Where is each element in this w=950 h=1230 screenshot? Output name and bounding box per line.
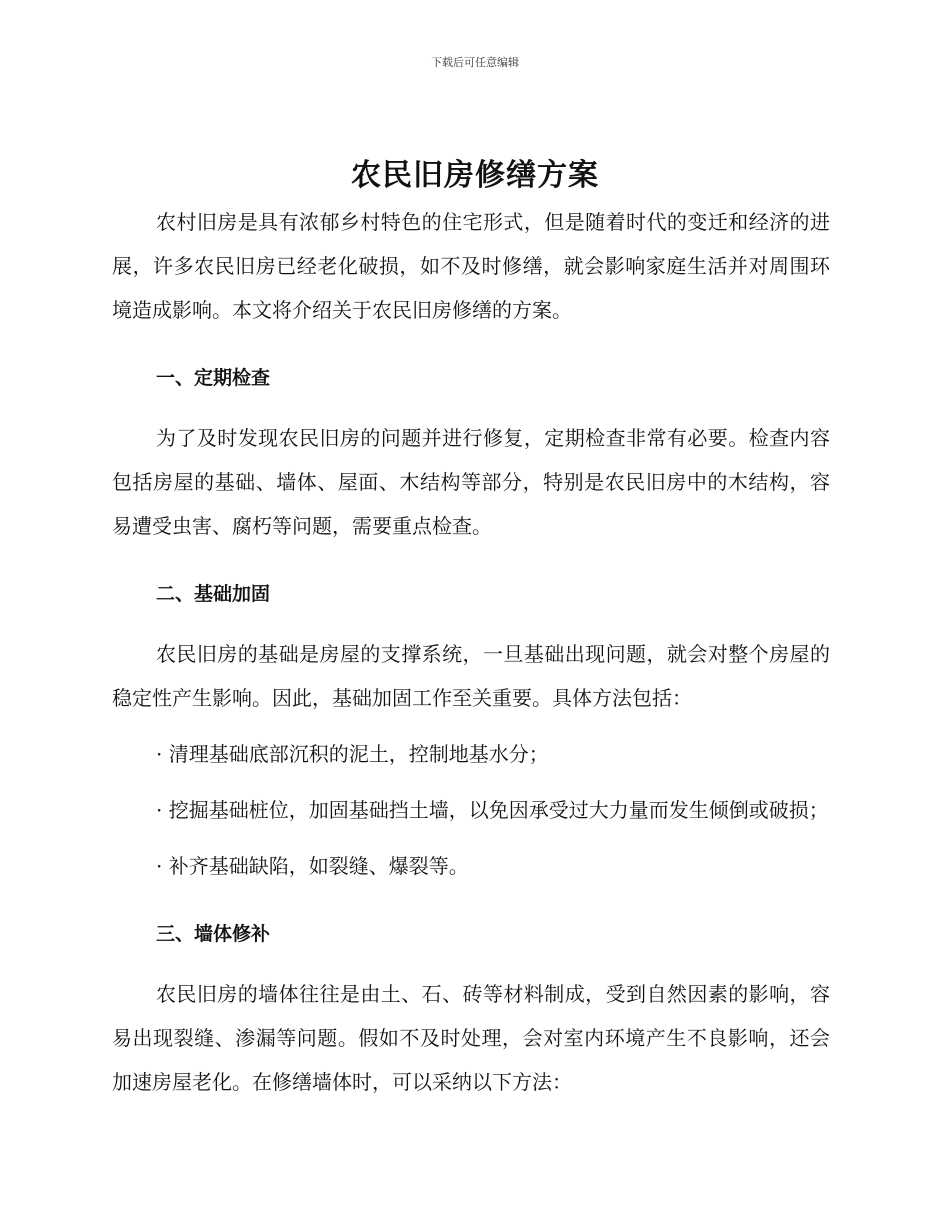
header-note: 下载后可任意编辑 [431,56,519,69]
section-heading-foundation: 二、基础加固 [156,583,271,605]
section-heading-inspection: 一、定期检查 [156,367,271,389]
bullet-item: · 挖掘基础桩位，加固基础挡土墙，以免因承受过大力量而发生倾倒或破损； [156,798,829,822]
document-title: 农民旧房修缮方案 [351,158,599,193]
section-paragraph: 为了及时发现农民旧房的问题并进行修复，定期检查非常有必要。检查内容包括房屋的基础、墙体、屋面、木结构等部分，特别是农民旧房中的木结构，容易遭受虫害、腐朽等问题，需要重点检查。 [112,426,830,538]
document-body [112,200,830,1104]
section-heading-wall: 三、墙体修补 [156,923,271,945]
intro-paragraph: 农村旧房是具有浓郁乡村特色的住宅形式，但是随着时代的变迁和经济的进展，许多农民旧房已经老化破损，如不及时修缮，就会影响家庭生活并对周围环境造成影响。本文将介绍关于农民旧房修缮的方案。 [112,210,830,322]
bullet-item: · 补齐基础缺陷，如裂缝、爆裂等。 [156,854,469,878]
section-paragraph: 农民旧房的基础是房屋的支撑系统，一旦基础出现问题，就会对整个房屋的稳定性产生影响。因此，基础加固工作至关重要。具体方法包括： [112,642,830,710]
bullet-item: · 清理基础底部沉积的泥土，控制地基水分； [156,742,549,766]
section-paragraph: 农民旧房的墙体往往是由土、石、砖等材料制成，受到自然因素的影响，容易出现裂缝、渗漏等问题。假如不及时处理，会对室内环境产生不良影响，还会加速房屋老化。在修缮墙体时，可以采纳以下方法： [112,982,830,1094]
